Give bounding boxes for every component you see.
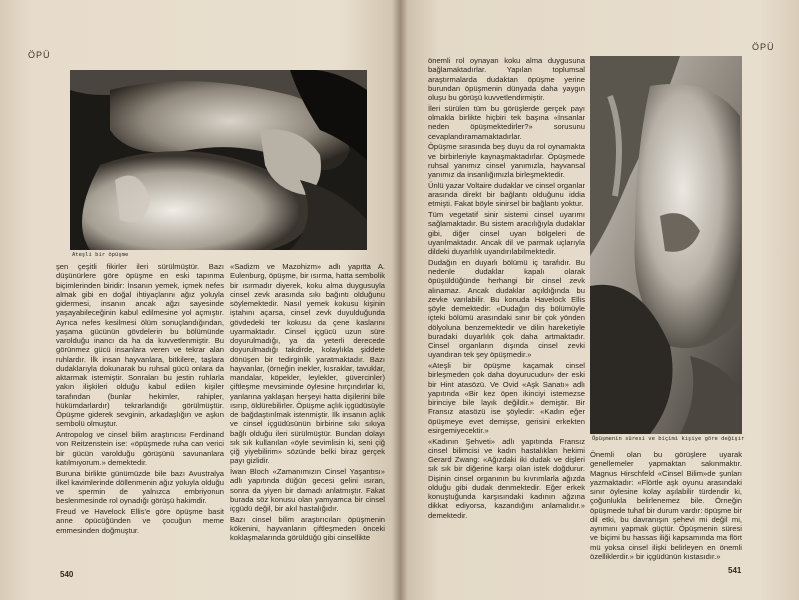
paragraph: «Ateşli bir öpüşme kaçamak cinsel birleşmeden çok daha doyurucudur» der eski bir Hint atasözü. Ve Ovid «Aşk Sanatı» adlı yapıtında «Bir kez öpen ikinciyi istemezse birinciye bile layık değildir.» demiştir. Bir Fransız atasözü ise şöyledir: «Kadın eğer öpüşmeye evet demişse, gerisini erkekten esirgemiyecektir.» bbox=[428, 361, 585, 435]
paragraph: İleri sürülen tüm bu görüşlerde gerçek payı olmakla birlikte hiçbiri tek başına «İnsanlar neden öpüşmektedirler?» sorusunu cevaplandıramamaktadırlar. bbox=[428, 103, 585, 141]
paragraph: Tüm vegetatif sinir sistemi cinsel uyarımı sağlamaktadır. Bu sistem aracılığıyla dudaklar gibi, diğer cinsel uyarı bölgeleri de uyarılmaktadır. Ancak dil ve parmak uçlarıyla dildeki duyarlılık uyandırılabilmektedir. bbox=[428, 210, 585, 256]
page-number: 541 bbox=[728, 566, 742, 575]
paragraph: Freud ve Havelock Ellis'e göre öpüşme basit anne öpücüğünden ve çocuğun meme emmesinden doğmuştur. bbox=[56, 507, 224, 535]
left-column-1 bbox=[56, 262, 224, 536]
paragraph: Bazı cinsel bilim araştırıcıları öpüşmenin kökenini, hayvanların çiftleşmeden önceki koklaşmalarında görüldüğü gibi cinsellikte bbox=[230, 514, 385, 543]
photo-caption: Öpüşmenin süresi ve biçimi kişiye göre değişir bbox=[592, 436, 745, 442]
paragraph: «Kadının Şehveti» adlı yapıtında Fransız cinsel bilimcisi ve kadın hastalıkları hekimi Gerard Zwang: «Ağızdaki iki dudak ve dişleri sık sık bir diğerine karşı olan istek doğdurur. Dişinin cinsel organının bu kıvrımlarla ağızda olduğu gibi dudak denmektedir. Eğer erkek konuştuğunda karşısındaki kadının ağzına dikkat ediyorsa, kazandığını anlamalıdır.» demektedir. bbox=[428, 436, 585, 520]
running-head: ÖPÜ bbox=[28, 50, 51, 60]
paragraph: Öpüşme sırasında beş duyu da rol oynamakta ve birbirleriyle kaynaşmaktadırlar. Öpüşmede ruhsal yanımız cinsel yanımızla, hayvansal yanımız da insanlığımızla birleşmektedir. bbox=[428, 142, 585, 179]
paragraph: «Sadizm ve Mazohizm» adlı yapıtta A. Eulenburg, öpüşme, bir ısırma, hatta sembolik bir ısırmadır diyerek, koku alma duygusuyla cinsel zevk arasında sıkı bağıntı olduğunu söylemektedir. Nasıl yemek kokusu kişinin iştahını açarsa, cinsel zevk duyulduğunda gövdedeki ter kokusu da çene kaslarını uyarmaktadır. Cinsel içgücü uzun süre doyurulmadığı, ya da yeterli derecede doyurulmadığı takdirde, kolaylıkla şiddete dönüşen bir tedirginlik yaratmaktadır. Bazı hayvanlar, (örneğin inekler, kısraklar, tavuklar, mandalar, köpekler, leylekler, güvercinler) çiftleşme mevsiminde öylesine hırçındırlar ki, yanlarına yaklaşan herşeyi hatta dişilerini bile ısırıp, öldürebilirler. Öpüşme açlık içgüdüsüyle de bağdaştırılmak istenmiştir. İlk insanın açlık ve cinsel içgüdüsünün birbirine sıkı sıkıya bağlı olduğu ileri sürülmüştür. Bundan dolayı sık sık kullanılan «öyle sevimlisin ki, seni çiğ çiğ yiyebilirim» sözünde belki biraz gerçek payı gizlidir. bbox=[230, 262, 385, 466]
right-column-2 bbox=[590, 450, 742, 563]
paragraph: önemli rol oynayan koku alma duygusuna bağlamaktadırlar. Yapılan toplumsal araştırmalarda dudaktan öpüşme yerine burundan öpüşmenin dünyada daha yaygın oluşu bu görüşü kuvvetlendirmiştir. bbox=[428, 56, 585, 102]
left-column-2 bbox=[230, 262, 385, 544]
paragraph: Buruna birlikte günümüzde bile bazı Avustralya ilkel kavimlerinde döllenmenin ağız yoluyla olduğu ve spermin de yalnızca embriyonun beslenmesinde rol oynadığı görüşü hakimdir. bbox=[56, 468, 225, 506]
paragraph: Ünlü yazar Voltaire dudaklar ve cinsel organlar arasında direkt bir bağlantı olduğunu iddia etmişti. Fakat böyle sinirsel bir bağlantı yoktur. bbox=[428, 180, 585, 209]
paragraph: İwan Bloch «Zamanımızın Cinsel Yaşantısı» adlı yapıtında düğün gecesi gelini ısıran, sonra da yiyen bir damadı anlatmıştır. Fakat burada söz konusu olan yamyamca bir cinsel içgüdü değil, bir akıl hastalığıdır. bbox=[230, 467, 385, 513]
kissing-couple-image bbox=[70, 70, 367, 250]
photo-kissing-couple bbox=[70, 70, 367, 250]
page-number: 540 bbox=[60, 570, 74, 579]
paragraph: Önemli olan bu görüşlere uyarak genellemeler yapmaktan sakınmaktır. Magnus Hirschfeld «Cinsel Bilim»de şunları yazmaktadır: «Flörtle aşk oyunu arasındaki sınır öylesine kolay aşılabilir türdendir ki, çoğunlukla belirlenemez bile. Örneğin öpüşmede tuhaf bir durum vardır: öpüşme bir dil etki, bu davranışın şehevi mi değil mi, ayrımını yapmak güçtür. Öpüşmenin süresi ve biçimi bu hassas iliği kapsamında ma flört mü yoksa cinsel ilişki belirleyen en önemli özelliklerdir.» bir içgüdünün kıstasıdır.» bbox=[590, 450, 742, 561]
close-kiss-image bbox=[590, 56, 742, 434]
photo-caption: Ateşli bir öpüşme bbox=[72, 252, 129, 258]
paragraph: Dudağın en duyarlı bölümü iç tarafıdır. Bu nedenle dudaklar kapalı olarak öpüşüldüğünde herhangi bir cinsel zevk alınamaz. Ancak dudaklar açıldığında bu zevke varılabilir. Bu konuda Havelock Ellis şöyle demektedir: «Dudağın dış bölümüyle içteki bölümü arasındaki sınır bir çok yönden dölyoluna benzemektedir ve dilin hareketiyle buradaki duyarlılık çok daha artmaktadır. Cinsel organların dışında cinsel zevki uyandıran tek şey öpüşmedir.» bbox=[428, 257, 585, 360]
photo-close-kiss bbox=[590, 56, 742, 434]
running-head: ÖPÜ bbox=[752, 42, 775, 52]
right-page bbox=[400, 0, 799, 600]
book-gutter bbox=[392, 0, 408, 600]
paragraph: şen çeşitli fikirler ileri sürülmüştür. Bazı düşünürlere göre öpüşme en eski tapınma biçimlerinden biridir: İnsanın yemek, içmek nefes almak gibi en doğal ihtiyaçlarını ağız yoluyla gidermesi, insanın ancak ağzı sayesinde yaşayabileceğinin kabul edilmesine yol açmıştır. Ayrıca nefes kesilmesi ölüm sonuçlandığından, yaşama gücünün gövdelerin bu bölümünde varolduğu inancı da ha da kuvvetlenmiştir. Bu görünmez gücü insanlara veren ve tekrar alan ruhlardır. İlk insan hayvanlara, bitkilere, taşlara dudaklarıyla dokunarak bu ruhsal gücü onlara da aktarmak istemiştir. Sonraları bu jestin ruhlarla yakın ilişkileri olduğu kabul edilen kişiler tarafından (bunlar hekimler, rahipler, hükümdarlardır) tekrarlandığı görülmüştür. Öpüşme giderek sevginin, arkadaşlığın ve aşkın sembolü olmuştur. bbox=[56, 262, 224, 429]
paragraph: Antropolog ve cinsel bilim araştırıcısı Ferdinand von Reitzenstein ise: «öpüşmede ruha can verici bir gücün varolduğu görüşünü savunanlara katılmıyorum.» demektedir. bbox=[56, 430, 224, 467]
right-column-1 bbox=[428, 56, 585, 521]
